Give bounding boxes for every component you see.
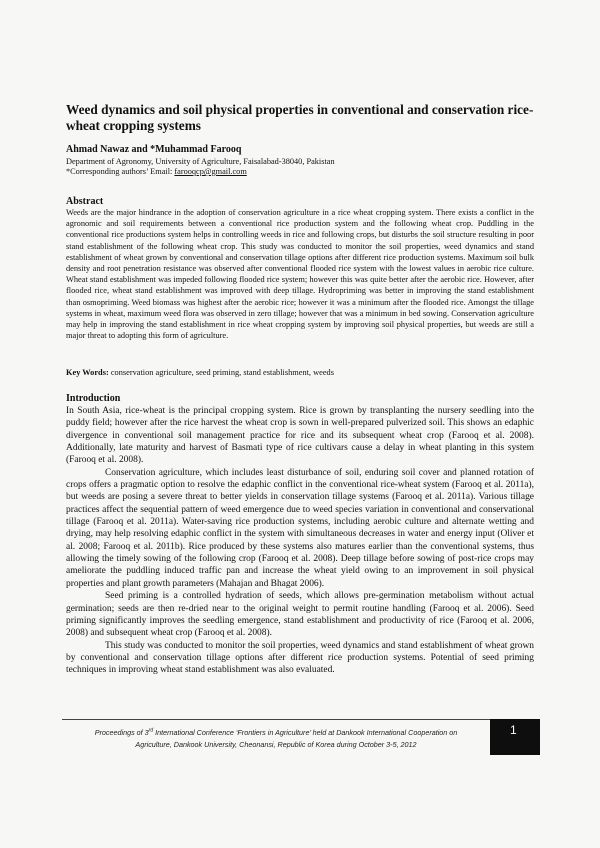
keywords-text: conservation agriculture, seed priming, stand establishment, weeds [108,368,334,377]
intro-paragraph-2: Conservation agriculture, which includes least disturbance of soil, enduring soil cover and planned rotation of crops offers a pragmatic option to resolve the edaphic conflict in the conventional rice-wheat system (Farooq et al. 2011a), but weeds are posing a severe threat to better yields in conservation tillage systems (Farooq et al. 2011a). Various tillage practices affect the sequential pattern of weed emergence due to weed species variation in conventional and conservational tillage (Farooq et al. 2011a). Water-saving rice production systems, including aerobic culture and alternate wetting and drying, may help resolving edaphic conflict in the system with simultaneous decreases in water and energy input (Oliver et al. 2008; Farooq et al. 2011b). Rice produced by these systems also matures earlier than the conventional systems, thus allowing the timely sowing of the following crop (Farooq et al. 2008). Deep tillage before sowing of post-rice crops may ameliorate the puddling induced traffic pan and increase the wheat yield owing to an improvement in soil physical properties and plant growth parameters (Mahajan and Bhagat 2006). [66,467,534,589]
introduction-heading: Introduction [66,393,121,404]
paper-title: Weed dynamics and soil physical properties in conventional and conservation rice-wheat cropping systems [66,102,534,133]
footer-divider [62,719,490,720]
email-link[interactable]: farooqcp@gmail.com [174,167,247,176]
proceedings-footer [62,727,490,751]
affiliation-block [66,157,546,177]
page-number-box [490,719,540,755]
intro-paragraph-1: In South Asia, rice-wheat is the principal cropping system. Rice is grown by transplanting the nursery seedling into the puddy field; however after the rice harvest the wheat crop is sown in well-prepared pulverized soil. This shows an edaphic divergence in conventional soil management practice for rice and its subsequent wheat crop (Farooq et al. 2008). Additionally, late maturity and harvest of Basmati type of rice cultivars cause a delay in wheat planting in this system (Farooq et al. 2008). [66,406,534,466]
intro-paragraph-3: Seed priming is a controlled hydration of seeds, which allows pre-germination metabolism without actual germination; seeds are then re-dried near to the original weight to permit routine handling (Farooq et al. 2006). Seed priming significantly improves the seedling emergence, stand establishment and productivity of rice (Farooq et al. 2006, 2008) and subsequent wheat crop (Farooq et al. 2008). [66,591,534,639]
footer-line-1b: International Conference ‘Frontiers in Agriculture’ held at Dankook International Cooperation on [153,728,458,737]
footer-line-2: Agriculture, Dankook University, Cheonansi, Republic of Korea during October 3-5, 2012 [135,740,417,749]
footer-line-1 [62,727,490,739]
abstract-text: Weeds are the major hindrance in the adoption of conservation agriculture in a rice wheat cropping system. There exists a conflict in the agronomic and soil requirements between a conventional rice production system and the following wheat crop. Puddling in the conventional rice productions system helps in controlling weeds in rice and following crops, but disturbs the soil structure resulting in poor stand establishment of the following wheat crop. This study was conducted to monitor the soil properties, weed dynamics and stand establishment of wheat grown by conventional and conservation tillage options after different rice production systems. Maximum soil bulk density and root penetration resistance was observed after conventional flooded rice system with the lowest values in aerobic rice culture. Wheat stand establishment was impeded following flooded rice system; however this was quite better after the aerobic rice. However, after flooded rice, wheat stand establishment was improved with deep tillage. Hydropriming was better in improving the stand establishment than osmopriming. Weed biomass was highest after the aerobic rice; however it was a minimum after the flooded rice. Amongst the tillage systems in wheat, maximum weed flora was observed in zero tillage; however that was a minimum in bed sowing. Conservation agriculture may help in improving the stand establishment in rice wheat cropping system by improving soil physical properties, but weeds are still a major threat to adopting this form of agriculture. [66,208,534,341]
footer-superscript: rd [148,727,154,734]
page-number: 1 [510,723,517,737]
introduction-body [66,405,534,677]
abstract-heading: Abstract [66,196,104,207]
keywords-label: Key Words: [66,368,109,377]
intro-paragraph-4: This study was conducted to monitor the soil properties, weed dynamics and stand establishment of wheat grown by conventional and conservation tillage options after different rice production systems. Potential of seed priming techniques in improving wheat stand establishment was also evaluated. [66,640,534,676]
corresponding-author-line [66,167,546,177]
footer-line-1a: Proceedings of 3 [94,728,149,737]
corresponding-prefix: *Corresponding authors’ Email: [66,167,175,176]
author-names: Ahmad Nawaz and *Muhammad Farooq [66,144,242,155]
keywords-line [66,367,534,378]
affiliation: Department of Agronomy, University of Agriculture, Faisalabad-38040, Pakistan [66,157,335,166]
